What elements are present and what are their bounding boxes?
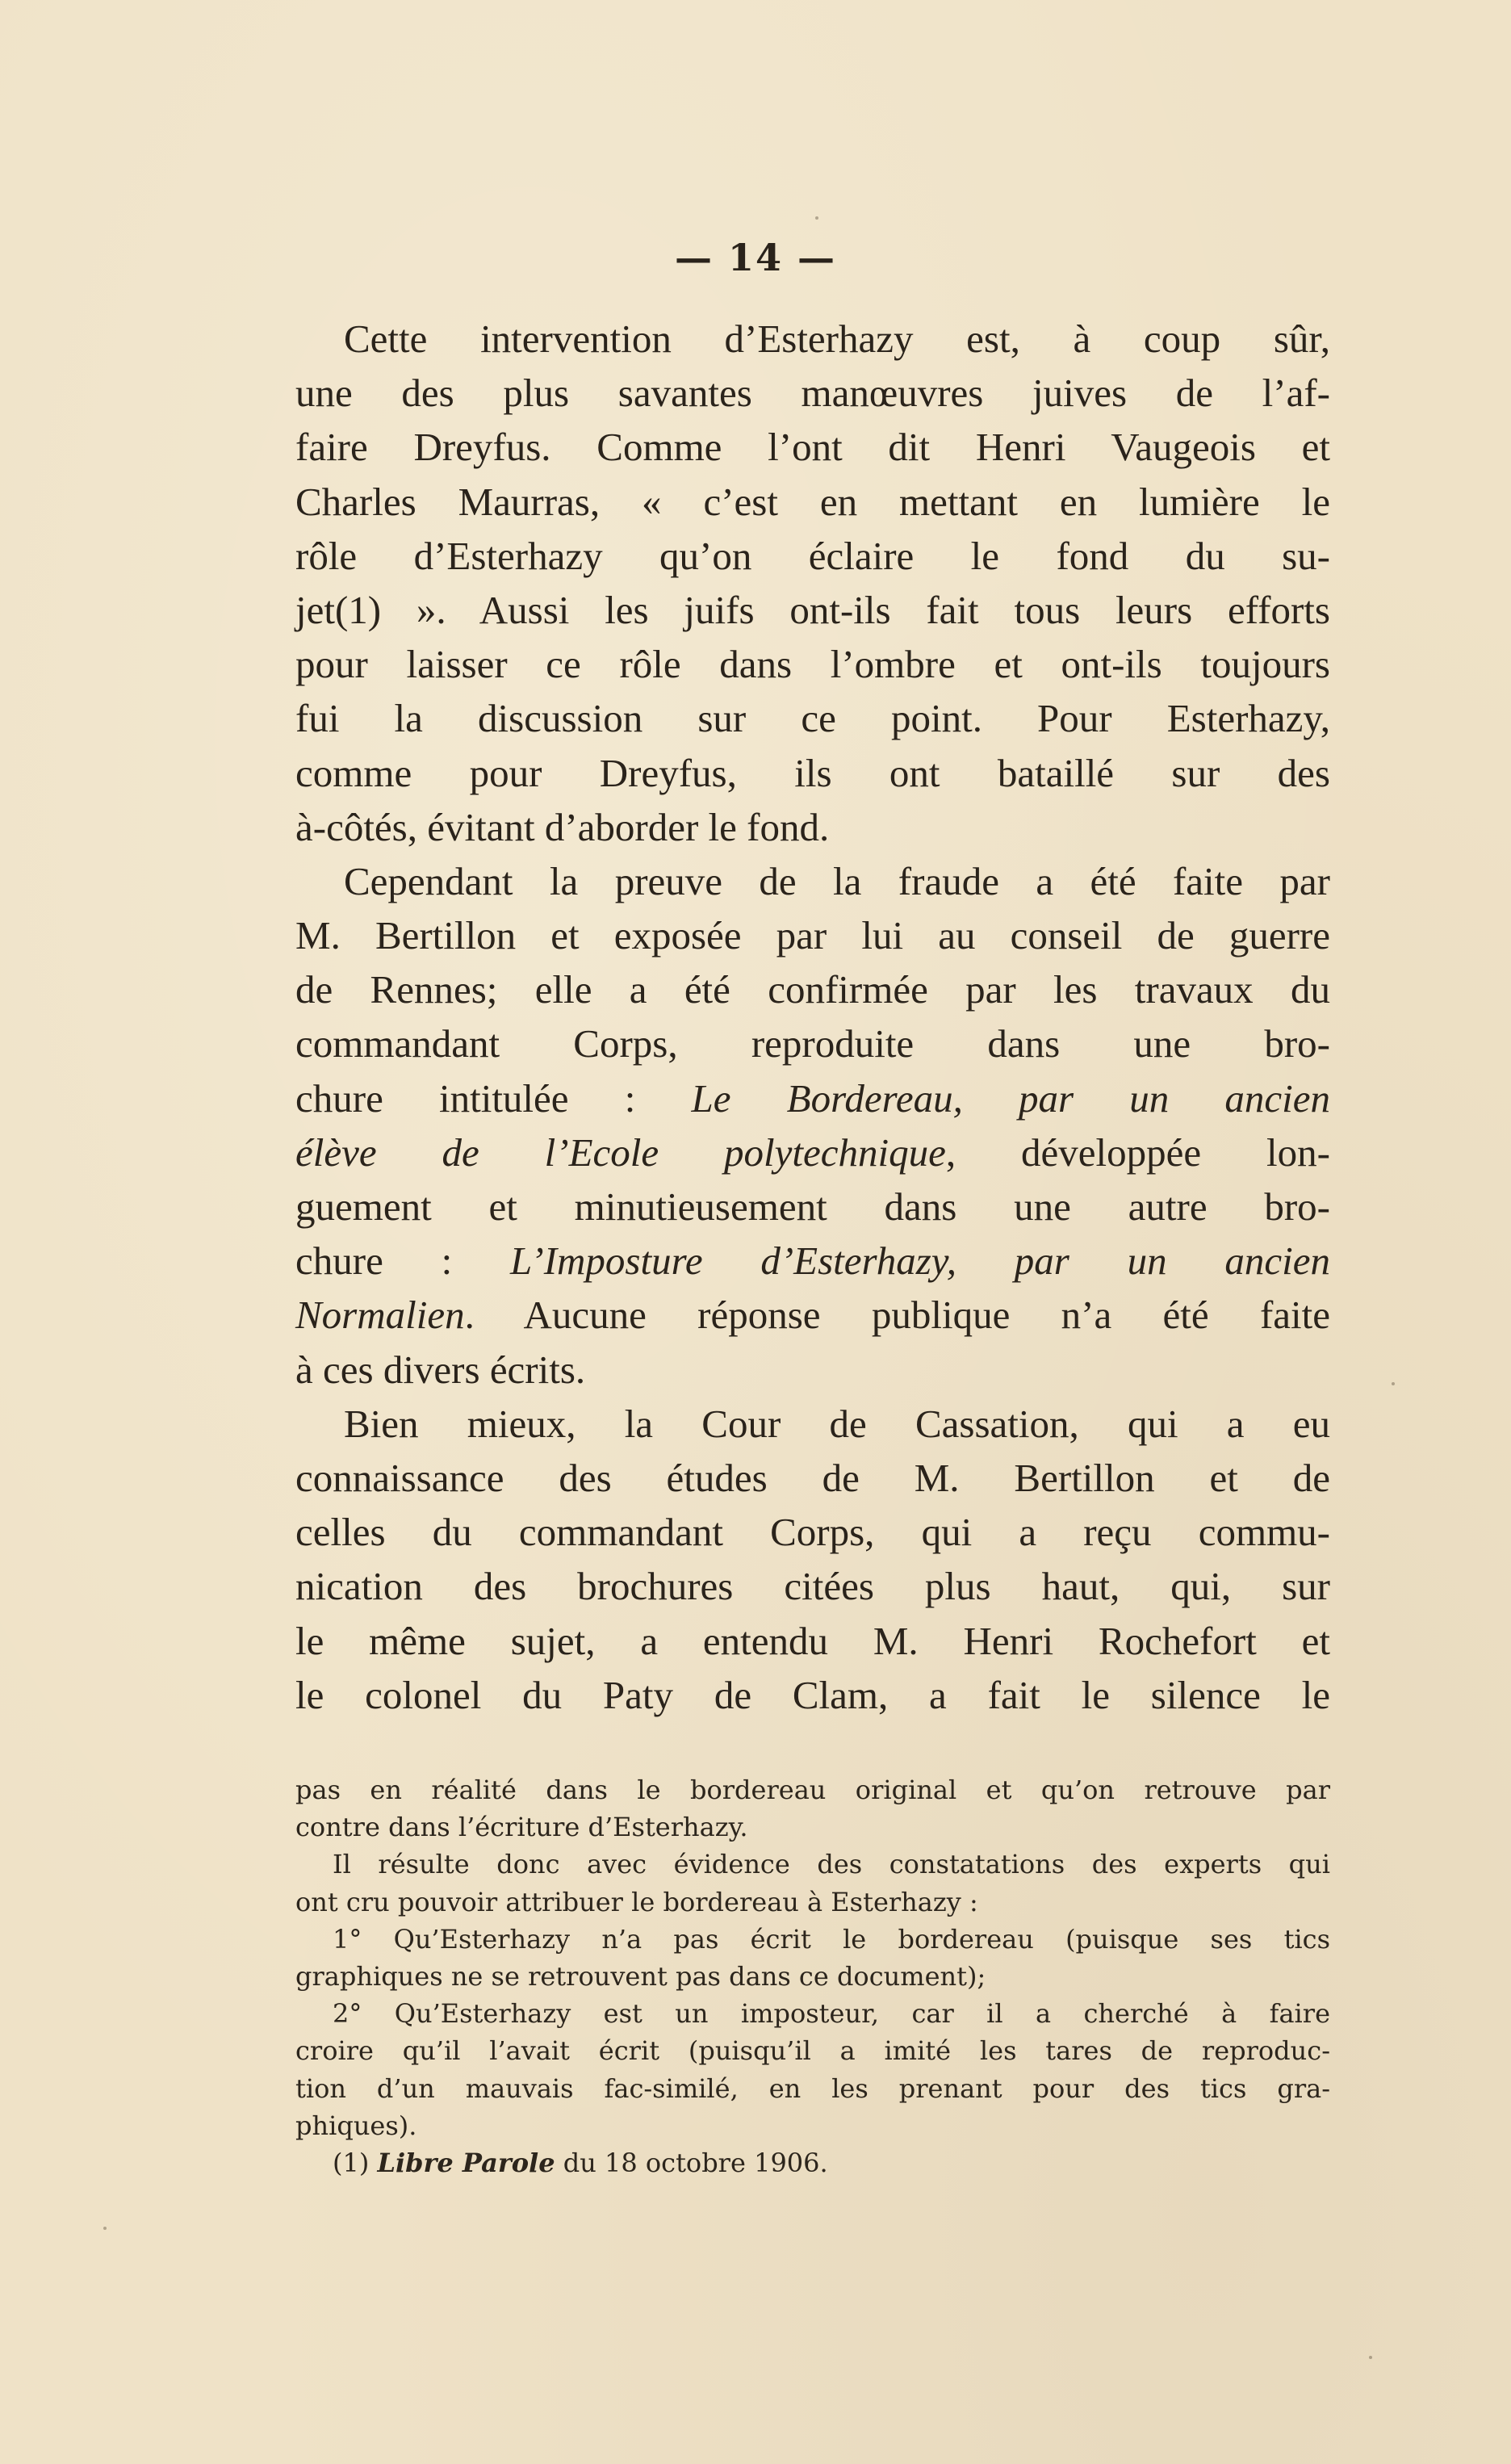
text-line: Bien mieux, la Cour de Cassation, qui a eu [344, 1401, 1330, 1446]
text-line: Cependant la preuve de la fraude a été faite par [344, 858, 1330, 903]
footnote-line: Il résulte donc avec évidence des constatations des experts qui [333, 1849, 1330, 1880]
text-line: de Rennes; elle a été confirmée par les travaux du [295, 967, 1330, 1012]
footnote-line: 1° Qu’Esterhazy n’a pas écrit le bordereau (puisque ses tics [333, 1923, 1330, 1955]
paper-speck [103, 2227, 107, 2230]
text-line: fui la discussion sur ce point. Pour Esterhazy, [295, 696, 1330, 741]
text-line: élève de l’Ecole polytechnique, développée lon- [295, 1129, 1330, 1175]
text-line: jet(1) ». Aussi les juifs ont-ils fait tous leurs efforts [295, 587, 1330, 632]
text-line: à-côtés, évitant d’aborder le fond. [295, 804, 830, 849]
text-line: chure intitulée : Le Bordereau, par un ancien [295, 1075, 1330, 1121]
paper-speck [1392, 1382, 1395, 1385]
text-line: commandant Corps, reproduite dans une bro- [295, 1021, 1330, 1066]
text-line: une des plus savantes manœuvres juives de l’af- [295, 371, 1330, 416]
text-line: le colonel du Paty de Clam, a fait le silence le [295, 1672, 1330, 1717]
footnote-line: (1) Libre Parole du 18 octobre 1906. [333, 2147, 828, 2178]
footnote-line: ont cru pouvoir attribuer le bordereau à Esterhazy : [295, 1886, 978, 1917]
footnote-line: 2° Qu’Esterhazy est un imposteur, car il a cherché à faire [333, 1998, 1330, 2030]
text-line: connaissance des études de M. Bertillon et de [295, 1455, 1330, 1500]
footnote-line: phiques). [295, 2110, 417, 2141]
text-line: nication des brochures citées plus haut, qui, sur [295, 1564, 1330, 1609]
text-line: Cette intervention d’Esterhazy est, à coup sûr, [344, 316, 1330, 361]
text-line: pour laisser ce rôle dans l’ombre et ont-ils toujours [295, 642, 1330, 687]
text-line: chure : L’Imposture d’Esterhazy, par un ancien [295, 1238, 1330, 1284]
footnotes [295, 1771, 1330, 2181]
text-line: à ces divers écrits. [295, 1347, 586, 1392]
footnote-line: graphiques ne se retrouvent pas dans ce document); [295, 1960, 986, 1992]
footnote-line: croire qu’il l’avait écrit (puisqu’il a imité les tares de reproduc- [295, 2035, 1330, 2067]
text-line: le même sujet, a entendu M. Henri Rochefort et [295, 1618, 1330, 1663]
page-number: — 14 — [674, 236, 837, 279]
text-line: comme pour Dreyfus, ils ont bataillé sur des [295, 750, 1330, 795]
footnote-line: tion d’un mauvais fac-similé, en les prenant pour des tics gra- [295, 2072, 1330, 2104]
main-text [295, 312, 1330, 1722]
text-line: faire Dreyfus. Comme l’ont dit Henri Vaugeois et [295, 425, 1330, 470]
text-line: Normalien. Aucune réponse publique n’a été faite [295, 1293, 1330, 1338]
text-line: M. Bertillon et exposée par lui au conseil de guerre [295, 913, 1330, 958]
paper-speck [815, 216, 818, 220]
text-line: Charles Maurras, « c’est en mettant en lumière le [295, 479, 1330, 524]
footnote-line: contre dans l’écriture d’Esterhazy. [295, 1812, 748, 1843]
text-line: celles du commandant Corps, qui a reçu commu- [295, 1510, 1330, 1555]
text-line: guement et minutieusement dans une autre bro- [295, 1184, 1330, 1229]
paper-speck [1369, 2356, 1372, 2359]
footnote-line: pas en réalité dans le bordereau original et qu’on retrouve par [295, 1775, 1330, 1805]
text-line: rôle d’Esterhazy qu’on éclaire le fond du su- [295, 533, 1330, 578]
